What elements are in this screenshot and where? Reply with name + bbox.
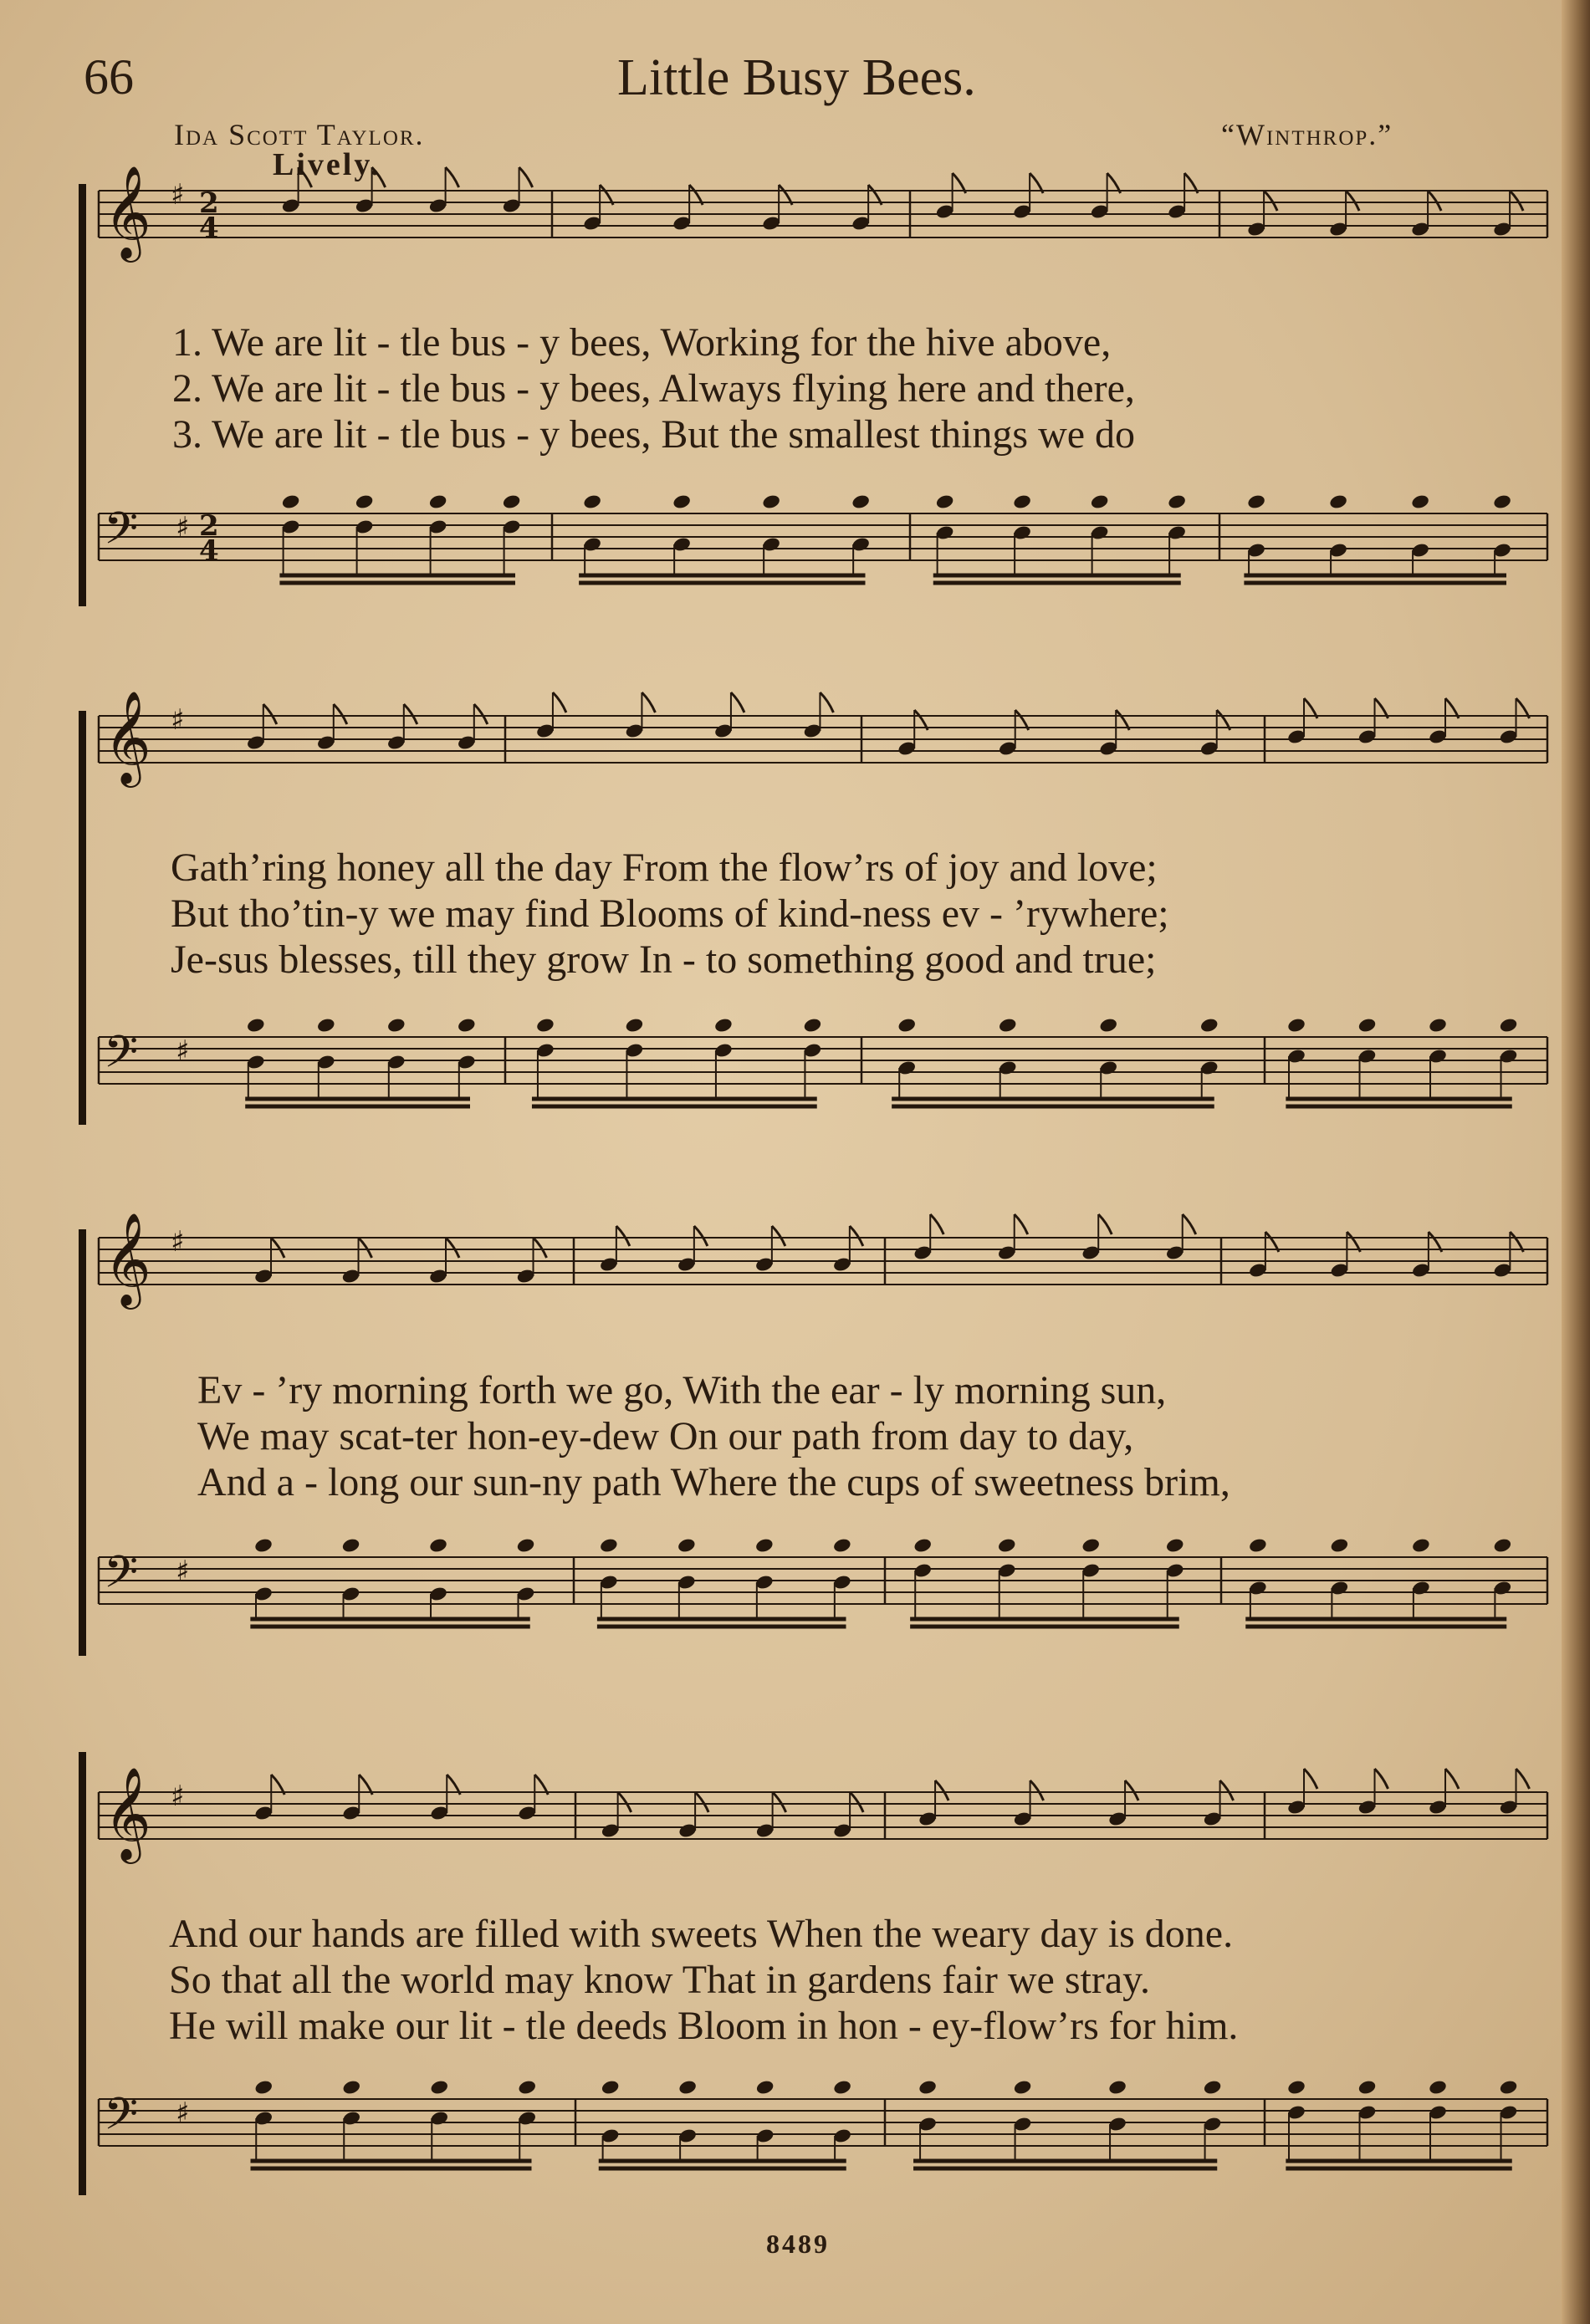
upper-notehead bbox=[1081, 1537, 1101, 1554]
note-flag bbox=[334, 704, 347, 724]
treble-clef: 𝄞 bbox=[104, 1766, 151, 1860]
note-flag bbox=[1220, 1780, 1234, 1800]
upper-notehead bbox=[1098, 1017, 1118, 1034]
bass-clef: 𝄢 bbox=[104, 2089, 139, 2151]
upper-notehead bbox=[935, 493, 955, 510]
upper-notehead bbox=[803, 1017, 823, 1034]
lyric-line: Gath’ring honey all the day From the flow’rs of joy and love; bbox=[171, 845, 1158, 890]
upper-notehead bbox=[428, 493, 448, 510]
upper-notehead bbox=[535, 1017, 555, 1034]
upper-notehead bbox=[998, 1017, 1018, 1034]
upper-notehead bbox=[341, 1537, 361, 1554]
note-flag bbox=[642, 692, 655, 713]
key-signature-sharp: ♯ bbox=[176, 2097, 190, 2130]
upper-notehead bbox=[754, 1537, 775, 1554]
note-flag bbox=[519, 167, 533, 187]
key-signature-sharp: ♯ bbox=[171, 703, 185, 737]
upper-notehead bbox=[1246, 493, 1266, 510]
upper-notehead bbox=[1492, 493, 1512, 510]
upper-notehead bbox=[281, 493, 301, 510]
note-flag bbox=[1375, 1769, 1388, 1789]
upper-notehead bbox=[832, 2079, 852, 2096]
note-flag bbox=[534, 1238, 547, 1258]
lyric-line: And a - long our sun-ny path Where the cups of sweetness brim, bbox=[197, 1460, 1230, 1504]
upper-notehead bbox=[1357, 1017, 1378, 1034]
note-flag bbox=[263, 704, 277, 724]
upper-notehead bbox=[517, 2079, 537, 2096]
time-signature-top: 2 bbox=[199, 186, 219, 220]
tune-name: “Winthrop.” bbox=[1221, 118, 1393, 151]
tempo-marking: Lively. bbox=[273, 147, 381, 182]
note-flag bbox=[1510, 191, 1523, 211]
key-signature-sharp: ♯ bbox=[171, 1225, 185, 1259]
upper-notehead bbox=[599, 1537, 619, 1554]
upper-notehead bbox=[341, 2079, 361, 2096]
upper-notehead bbox=[913, 1537, 933, 1554]
upper-notehead bbox=[1107, 2079, 1127, 2096]
note-flag bbox=[299, 167, 312, 187]
note-flag bbox=[930, 1214, 943, 1234]
upper-notehead bbox=[761, 493, 781, 510]
time-signature-bottom: 4 bbox=[199, 212, 219, 245]
upper-notehead bbox=[1357, 2079, 1378, 2096]
upper-notehead bbox=[1167, 493, 1187, 510]
bass-clef: 𝄢 bbox=[104, 503, 139, 565]
note-flag bbox=[695, 1792, 708, 1812]
upper-notehead bbox=[1286, 1017, 1306, 1034]
upper-notehead bbox=[601, 2079, 621, 2096]
lyric-line: 1. We are lit - tle bus - y bees, Working for the hive above, bbox=[172, 320, 1112, 365]
upper-notehead bbox=[355, 493, 375, 510]
upper-notehead bbox=[1428, 1017, 1448, 1034]
upper-notehead bbox=[253, 1537, 274, 1554]
note-flag bbox=[1183, 1214, 1196, 1234]
lyric-line: Ev - ’ry morning forth we go, With the ear - ly morning sun, bbox=[197, 1368, 1167, 1412]
treble-clef: 𝄞 bbox=[104, 1212, 151, 1305]
upper-notehead bbox=[677, 1537, 697, 1554]
key-signature-sharp: ♯ bbox=[176, 511, 190, 544]
upper-notehead bbox=[677, 2079, 698, 2096]
time-signature-bottom: 4 bbox=[199, 534, 219, 568]
upper-notehead bbox=[1012, 493, 1032, 510]
treble-clef: 𝄞 bbox=[104, 165, 151, 258]
upper-notehead bbox=[1248, 1537, 1268, 1554]
note-flag bbox=[935, 1780, 948, 1800]
upper-notehead bbox=[253, 2079, 274, 2096]
upper-notehead bbox=[1328, 493, 1348, 510]
key-signature-sharp: ♯ bbox=[171, 178, 185, 212]
upper-notehead bbox=[713, 1017, 734, 1034]
page-number: 66 bbox=[84, 49, 134, 105]
lyric-line: But tho’tin-y we may find Blooms of kind-ness ev - ’rywhere; bbox=[171, 891, 1169, 936]
note-flag bbox=[616, 1226, 630, 1246]
note-flag bbox=[1264, 191, 1277, 211]
note-flag bbox=[553, 692, 566, 713]
note-flag bbox=[271, 1238, 284, 1258]
bass-clef: 𝄢 bbox=[104, 1547, 139, 1609]
upper-notehead bbox=[502, 493, 522, 510]
upper-notehead bbox=[625, 1017, 645, 1034]
bass-clef: 𝄢 bbox=[104, 1027, 139, 1089]
note-flag bbox=[850, 1792, 863, 1812]
upper-notehead bbox=[582, 493, 602, 510]
key-signature-sharp: ♯ bbox=[171, 1780, 185, 1813]
upper-notehead bbox=[1013, 2079, 1033, 2096]
upper-notehead bbox=[851, 493, 871, 510]
upper-notehead bbox=[428, 1537, 448, 1554]
note-flag bbox=[359, 1238, 372, 1258]
treble-clef: 𝄞 bbox=[104, 690, 151, 784]
upper-notehead bbox=[1330, 1537, 1350, 1554]
lyric-line: Je-sus blesses, till they grow In - to something good and true; bbox=[171, 937, 1157, 982]
upper-notehead bbox=[997, 1537, 1017, 1554]
upper-notehead bbox=[1286, 2079, 1306, 2096]
note-flag bbox=[773, 1792, 786, 1812]
upper-notehead bbox=[1428, 2079, 1448, 2096]
upper-notehead bbox=[1499, 2079, 1519, 2096]
note-flag bbox=[1015, 1214, 1028, 1234]
upper-notehead bbox=[832, 1537, 852, 1554]
note-flag bbox=[1445, 1769, 1459, 1789]
note-flag bbox=[618, 1792, 631, 1812]
note-flag bbox=[1125, 1780, 1138, 1800]
upper-notehead bbox=[1493, 1537, 1513, 1554]
note-flag bbox=[850, 1226, 863, 1246]
upper-notehead bbox=[1499, 1017, 1519, 1034]
note-flag bbox=[446, 1238, 459, 1258]
note-flag bbox=[1304, 1769, 1317, 1789]
upper-notehead bbox=[429, 2079, 449, 2096]
upper-notehead bbox=[1199, 1017, 1219, 1034]
upper-notehead bbox=[457, 1017, 477, 1034]
note-flag bbox=[1346, 191, 1359, 211]
upper-notehead bbox=[897, 1017, 917, 1034]
note-flag bbox=[446, 167, 459, 187]
upper-notehead bbox=[1090, 493, 1110, 510]
key-signature-sharp: ♯ bbox=[176, 1034, 190, 1068]
note-flag bbox=[1428, 191, 1441, 211]
lyric-line: So that all the world may know That in gardens fair we stray. bbox=[169, 1958, 1151, 2002]
upper-notehead bbox=[1411, 1537, 1431, 1554]
author-credit: Ida Scott Taylor. bbox=[174, 118, 425, 151]
upper-notehead bbox=[1203, 2079, 1223, 2096]
page-title: Little Busy Bees. bbox=[617, 49, 976, 106]
upper-notehead bbox=[386, 1017, 406, 1034]
lyric-line: 3. We are lit - tle bus - y bees, But the smallest things we do bbox=[172, 412, 1136, 457]
time-signature-top: 2 bbox=[199, 509, 219, 543]
lyric-line: We may scat-ter hon-ey-dew On our path from day to day, bbox=[197, 1414, 1134, 1458]
upper-notehead bbox=[918, 2079, 938, 2096]
upper-notehead bbox=[672, 493, 692, 510]
note-flag bbox=[731, 692, 744, 713]
note-flag bbox=[772, 1226, 785, 1246]
upper-notehead bbox=[316, 1017, 336, 1034]
upper-notehead bbox=[516, 1537, 536, 1554]
upper-notehead bbox=[1410, 493, 1430, 510]
note-flag bbox=[1098, 1214, 1112, 1234]
lyric-line: He will make our lit - tle deeds Bloom in hon - ey-flow’rs for him. bbox=[169, 2004, 1239, 2048]
note-flag bbox=[820, 692, 833, 713]
note-flag bbox=[474, 704, 488, 724]
note-flag bbox=[694, 1226, 708, 1246]
key-signature-sharp: ♯ bbox=[176, 1555, 190, 1588]
plate-number: 8489 bbox=[766, 2229, 830, 2259]
upper-notehead bbox=[755, 2079, 775, 2096]
note-flag bbox=[372, 167, 386, 187]
upper-notehead bbox=[246, 1017, 266, 1034]
lyric-line: 2. We are lit - tle bus - y bees, Always flying here and there, bbox=[172, 366, 1135, 411]
note-flag bbox=[1516, 1769, 1530, 1789]
lyric-line: And our hands are filled with sweets When the weary day is done. bbox=[169, 1912, 1234, 1956]
note-flag bbox=[404, 704, 417, 724]
upper-notehead bbox=[1165, 1537, 1185, 1554]
note-flag bbox=[1030, 1780, 1044, 1800]
